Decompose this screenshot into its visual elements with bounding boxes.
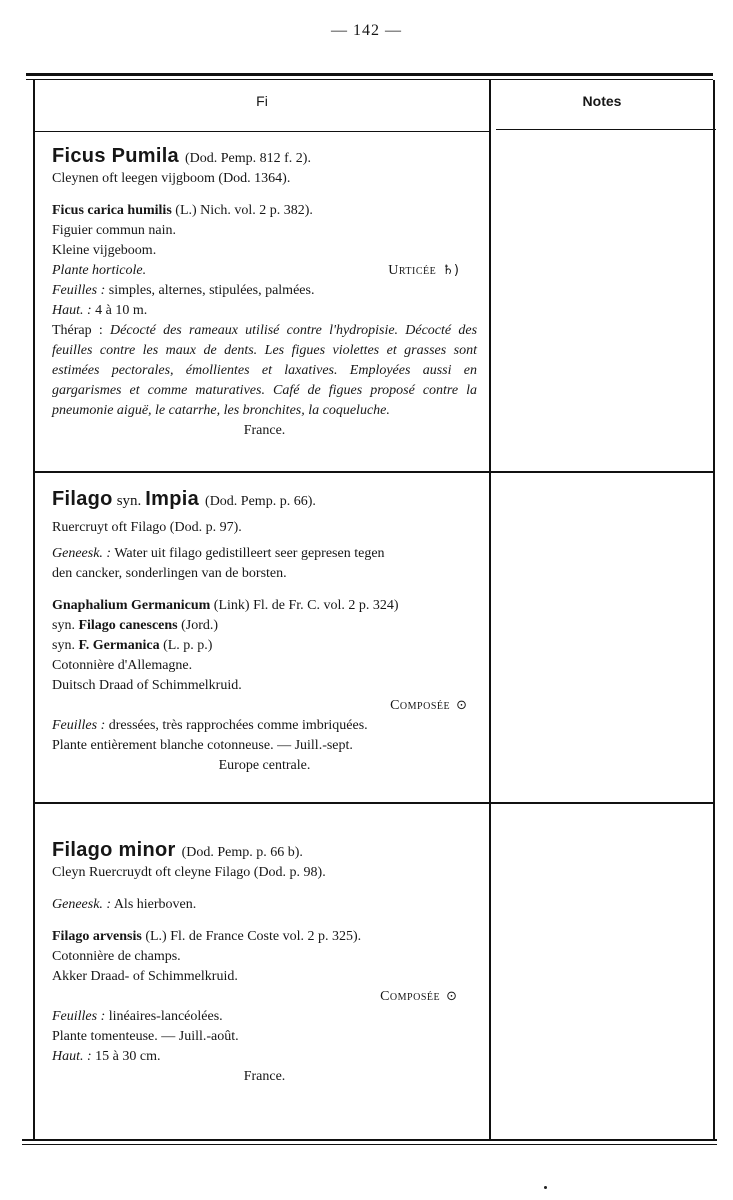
dutch-name: Duitsch Draad of Schimmelkruid. — [52, 678, 242, 693]
leaves-label: Feuilles : — [52, 283, 106, 298]
family-symbol: ♄) — [442, 263, 459, 278]
entry-heading — [52, 489, 477, 512]
plant-note: Plante horticole. — [52, 263, 147, 278]
botanical-name-line — [52, 201, 477, 221]
synonym-line — [52, 616, 477, 636]
entry-ficus-pumila — [52, 146, 477, 441]
synonym-marker: syn. — [116, 493, 142, 509]
entry-title-synonym: Impia — [145, 488, 200, 510]
botanical-reference: (L.) Fl. de France Coste vol. 2 p. 325). — [145, 929, 362, 944]
entry-filago-impia — [52, 489, 477, 776]
botanical-reference: (Link) Fl. de Fr. C. vol. 2 p. 324) — [213, 598, 399, 613]
leaves-text: linéaires-lancéolées. — [108, 1009, 223, 1024]
entry-title: Filago minor — [52, 839, 176, 861]
therap-label: Thérap : — [52, 323, 103, 338]
height-line — [52, 301, 477, 321]
left-border — [33, 80, 35, 1140]
leaves-text: simples, alternes, stipulées, palmées. — [108, 283, 315, 298]
family-name: Urticée — [388, 263, 437, 278]
dutch-name: Kleine vijgeboom. — [52, 243, 157, 258]
section-divider — [35, 471, 713, 473]
therap-text: Décocté des rameaux utilisé contre l'hydropisie. Décocté des feuilles contre les maux de dents. Les figues violettes et grasses sont estimées pectorales, émollientes et laxatives. Employées aussi en gargarismes et comme maturatives. Café de figues proposé contre la pneumonie aiguë, le catarrhe, les bronchites, la coqueluche. — [52, 323, 478, 418]
leaves-label: Feuilles : — [52, 718, 106, 733]
entry-title: Ficus Pumila — [52, 145, 179, 167]
top-rule — [26, 73, 713, 76]
leaves-line — [52, 1007, 477, 1027]
bottom-rule-thin — [22, 1144, 717, 1145]
entry-filago-minor — [52, 840, 477, 1087]
dutch-name: Akker Draad- of Schimmelkruid. — [52, 969, 238, 984]
column-header-fi: Fi — [256, 93, 268, 109]
therapeutic-paragraph — [52, 321, 477, 421]
region: France. — [243, 1069, 286, 1084]
column-header-notes: Notes — [582, 93, 622, 109]
synonym-name: F. Germanica — [78, 638, 160, 653]
section-divider — [35, 802, 713, 804]
header-rule-notes — [496, 129, 716, 130]
region: France. — [243, 423, 286, 438]
synonym-name: Filago canescens — [78, 618, 178, 633]
entry-heading — [52, 840, 477, 863]
family-line — [52, 261, 477, 281]
print-speck — [544, 1186, 547, 1189]
column-divider — [489, 80, 491, 1140]
geneesk-text: Water uit filago gedistilleert seer gepresen tegen — [114, 546, 385, 561]
family-label — [388, 261, 459, 281]
synonym-line — [52, 636, 477, 656]
botanical-name-line — [52, 927, 477, 947]
botanical-name-line — [52, 596, 477, 616]
page-number: — 142 — — [331, 22, 402, 39]
geneesk-label: Geneesk. : — [52, 897, 112, 912]
height-text: 15 à 30 cm. — [95, 1049, 161, 1064]
height-text: 4 à 10 m. — [95, 303, 148, 318]
family-name: Composée — [380, 989, 441, 1004]
medicinal-line-cont: den cancker, sonderlingen van de borsten. — [52, 566, 287, 581]
entry-title-reference: (Dod. Pemp. p. 66). — [205, 494, 316, 509]
height-label: Haut. : — [52, 303, 92, 318]
entry-title-reference: (Dod. Pemp. 812 f. 2). — [184, 151, 311, 166]
syn-prefix: syn. — [52, 638, 75, 653]
family-symbol: ⊙ — [456, 698, 467, 713]
vernacular-line: Cleyn Ruercruydt oft cleyne Filago (Dod. p. 98). — [52, 865, 326, 880]
top-rule-thin — [26, 79, 713, 80]
entry-heading — [52, 146, 477, 169]
geneesk-label: Geneesk. : — [52, 546, 112, 561]
family-line — [52, 696, 477, 716]
entry-title: Filago — [52, 488, 113, 510]
height-label: Haut. : — [52, 1049, 92, 1064]
leaves-line — [52, 716, 477, 736]
entry-title-reference: (Dod. Pemp. p. 66 b). — [181, 845, 303, 860]
vernacular-line: Cleynen oft leegen vijgboom (Dod. 1364). — [52, 171, 291, 186]
family-line — [52, 987, 477, 1007]
botanical-name: Gnaphalium Germanicum — [52, 598, 211, 613]
synonym-reference: (L. p. p.) — [163, 638, 213, 653]
geneesk-text: Als hierboven. — [113, 897, 197, 912]
bottom-rule — [22, 1139, 717, 1141]
plant-line: Plante entièrement blanche cotonneuse. — Juill.-sept. — [52, 738, 353, 753]
synonym-reference: (Jord.) — [181, 618, 219, 633]
medicinal-line — [52, 544, 477, 564]
header-rule-left — [35, 131, 489, 132]
family-symbol: ⊙ — [446, 989, 457, 1004]
leaves-text: dressées, très rapprochées comme imbriquées. — [108, 718, 368, 733]
right-border — [713, 80, 715, 1140]
botanical-name: Ficus carica humilis — [52, 203, 172, 218]
plant-line: Plante tomenteuse. — Juill.-août. — [52, 1029, 239, 1044]
height-line — [52, 1047, 477, 1067]
leaves-line — [52, 281, 477, 301]
french-name: Figuier commun nain. — [52, 223, 177, 238]
syn-prefix: syn. — [52, 618, 75, 633]
region: Europe centrale. — [218, 758, 311, 773]
botanical-reference: (L.) Nich. vol. 2 p. 382). — [175, 203, 313, 218]
family-name: Composée — [390, 698, 451, 713]
medicinal-line — [52, 895, 477, 915]
french-name: Cotonnière d'Allemagne. — [52, 658, 193, 673]
botanical-name: Filago arvensis — [52, 929, 142, 944]
leaves-label: Feuilles : — [52, 1009, 106, 1024]
french-name: Cotonnière de champs. — [52, 949, 181, 964]
vernacular-line: Ruercruyt oft Filago (Dod. p. 97). — [52, 520, 242, 535]
